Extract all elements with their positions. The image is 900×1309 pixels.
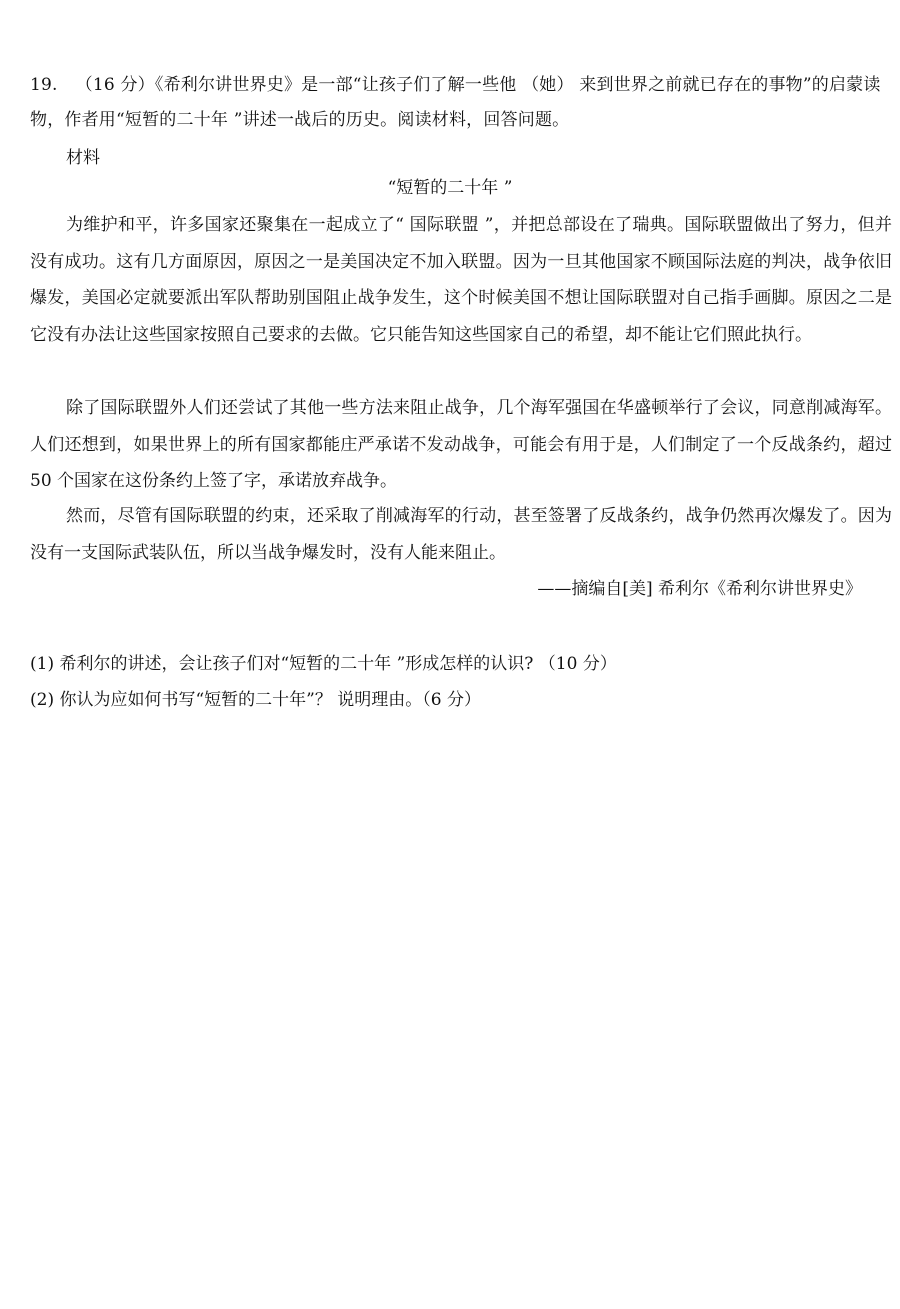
- material-title: “短暂的二十年 ”: [387, 178, 513, 198]
- question-number: 19.: [30, 75, 58, 95]
- question-stem: [30, 68, 892, 138]
- material-label: 材料: [66, 148, 100, 168]
- material-source: ——摘编自[美] 希利尔《希利尔讲世界史》: [537, 579, 862, 599]
- sub-question-1: (1) 希利尔的讲述，会让孩子们对“短暂的二十年 ”形成怎样的认识? （10 分）: [30, 654, 617, 674]
- material-paragraph: 然而，尽管有国际联盟的约束，还采取了削减海军的行动，甚至签署了反战条约，战争仍然再次爆发了。因为没有一支国际武装队伍，所以当战争爆发时，没有人能来阻止。: [30, 506, 892, 563]
- sub-question-2: (2) 你认为应如何书写“短暂的二十年”？ 说明理由。（6 分）: [30, 690, 481, 710]
- material-paragraph: 除了国际联盟外人们还尝试了其他一些方法来阻止战争，几个海军强国在华盛顿举行了会议，同意削减海军。人们还想到，如果世界上的所有国家都能庄严承诺不发动战争，可能会有用于是，人们制定了一个反战条约，超过 50 个国家在这份条约上签了字，承诺放弃战争。: [30, 398, 892, 491]
- question-stem-text: （16 分）《希利尔讲世界史》是一部“让孩子们了解一些他 （她） 来到世界之前就已存在的事物”的启蒙读物，作者用“短暂的二十年 ”讲述一战后的历史。阅读材料，回答问题。: [30, 75, 881, 130]
- material-paragraph: 为维护和平，许多国家还聚集在一起成立了“ 国际联盟 ”，并把总部设在了瑞典。国际联盟做出了努力，但并没有成功。这有几方面原因，原因之一是美国决定不加入联盟。因为一旦其他国家不顾国际法庭的判决，战争依旧爆发，美国必定就要派出军队帮助别国阻止战争发生，这个时候美国不想让国际联盟对自己指手画脚。原因之二是它没有办法让这些国家按照自己要求的去做。它只能告知这些国家自己的希望，却不能让它们照此执行。: [30, 215, 892, 345]
